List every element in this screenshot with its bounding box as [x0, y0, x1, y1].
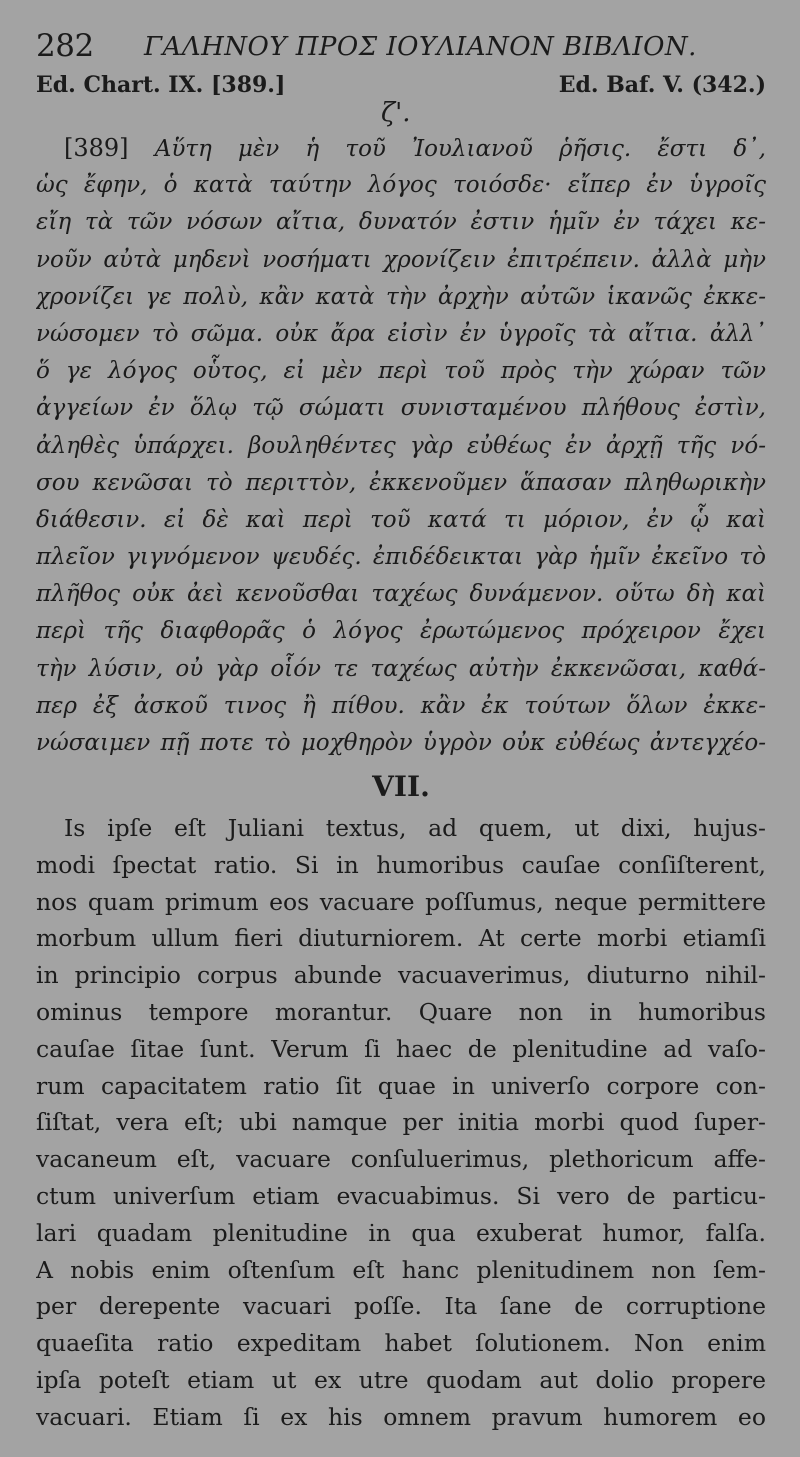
latin-line: per derepente vacuari poſſe. Ita ſane de corruptione	[36, 1292, 766, 1321]
chapter-numeral: VII.	[372, 770, 430, 803]
edition-chart-ref: Ed. Chart. IX. [389.]	[36, 72, 286, 98]
latin-line: modi ſpectat ratio. Si in humoribus cauſae conſiſterent,	[36, 850, 766, 879]
greek-line-text: Αὕτη μὲν ἡ τοῦ Ἰουλιανοῦ ῥῆσις. ἔστι δ᾽,	[154, 136, 766, 162]
greek-line: σου κενῶσαι τὸ περιττὸν, ἐκκενοῦμεν ἅπασαν πληθωρικὴν	[36, 469, 766, 496]
greek-line: πλῆθος οὐκ ἀεὶ κενοῦσθαι ταχέως δυνάμενον. οὕτω δὴ καὶ	[36, 581, 766, 608]
latin-line: ctum univerſum etiam evacuabimus. Si vero de particu-	[36, 1181, 766, 1210]
latin-line: ipſa poteſt etiam ut ex utre quodam aut dolio propere	[36, 1365, 766, 1394]
greek-line: ἀγγείων ἐν ὅλῳ τῷ σώματι συνισταμένου πλήθους ἐστὶν,	[36, 395, 766, 422]
latin-line: vacaneum eſt, vacuare conſuluerimus, plethoricum affe-	[36, 1145, 766, 1174]
latin-line: A nobis enim oſtenſum eſt hanc plenitudinem non ſem-	[36, 1255, 766, 1284]
greek-line: διάθεσιν. εἰ δὲ καὶ περὶ τοῦ κατά τι μόριον, ἐν ᾧ καὶ	[36, 506, 766, 533]
greek-line: εἴη τὰ τῶν νόσων αἴτια, δυνατόν ἐστιν ἡμῖν ἐν τάχει κε-	[36, 209, 766, 236]
latin-line: ſiſtat, vera eſt; ubi namque per initia morbi quod ſuper-	[36, 1108, 766, 1137]
greek-text-block	[36, 130, 766, 762]
section-mark: ζ'.	[381, 98, 411, 128]
latin-line: rum capacitatem ratio ſit quae in univerſo corpore con-	[36, 1071, 766, 1100]
greek-line: ὅ γε λόγος οὗτος, εἰ μὲν περὶ τοῦ πρὸς τὴν χώραν τῶν	[36, 358, 766, 385]
latin-line: morbum ullum fieri diuturniorem. At certe morbi etiamſi	[36, 924, 766, 953]
latin-line: in principio corpus abunde vacuaverimus, diuturno nihil-	[36, 961, 766, 990]
greek-line	[36, 130, 766, 167]
greek-line: τὴν λύσιν, οὐ γὰρ οἷόν τε ταχέως αὐτὴν ἐκκενῶσαι, καθά-	[36, 655, 766, 682]
page-bracket-marker: [389]	[64, 134, 129, 162]
greek-line: ὡς ἔφην, ὁ κατὰ ταύτην λόγος τοιόσδε· εἴπερ ἐν ὑγροῖς	[36, 172, 766, 199]
greek-line: ἀληθὲς ὑπάρχει. βουληθέντες γὰρ εὐθέως ἐν ἀρχῇ τῆς νό-	[36, 432, 766, 459]
latin-line: vacuari. Etiam ſi ex his omnem pravum humorem eo	[36, 1402, 766, 1431]
latin-line: quaeſita ratio expeditam habet ſolutionem. Non enim	[36, 1329, 766, 1358]
edition-basel-ref: Ed. Baf. V. (342.)	[558, 72, 766, 98]
latin-line: Is ipſe eſt Juliani textus, ad quem, ut dixi, hujus-	[64, 814, 766, 842]
page-header	[36, 28, 766, 64]
greek-line: νοῦν αὐτὰ μηδενὶ νοσήματι χρονίζειν ἐπιτρέπειν. ἀλλὰ μὴν	[36, 246, 766, 273]
latin-line: ominus tempore morantur. Quare non in humoribus	[36, 997, 766, 1026]
running-title: ΓΑΛΗΝΟΥ ΠΡΟΣ ΙΟΥΛΙΑΝΟΝ ΒΙΒΛΙΟΝ.	[144, 32, 697, 62]
latin-line: lari quadam plenitudine in qua exuberat humor, falſa.	[36, 1218, 766, 1247]
greek-line: περ ἐξ ἀσκοῦ τινος ἢ πίθου. κἂν ἐκ τούτων ὅλων ἐκκε-	[36, 692, 766, 719]
latin-text-block	[36, 810, 766, 1436]
greek-line: πλεῖον γιγνόμενον ψευδές. ἐπιδέδεικται γὰρ ἡμῖν ἐκεῖνο τὸ	[36, 544, 766, 571]
latin-line: nos quam primum eos vacuare poſſumus, neque permittere	[36, 887, 766, 916]
greek-line: περὶ τῆς διαφθορᾶς ὁ λόγος ἐρωτώμενος πρόχειρον ἔχει	[36, 618, 766, 645]
greek-line: χρονίζει γε πολὺ, κἂν κατὰ τὴν ἀρχὴν αὐτῶν ἱκανῶς ἐκκε-	[36, 283, 766, 310]
latin-line: cauſae ſitae ſunt. Verum ſi haec de plenitudine ad vaſo-	[36, 1034, 766, 1063]
greek-line: νώσαιμεν πῇ ποτε τὸ μοχθηρὸν ὑγρὸν οὐκ εὐθέως ἀντεγχέο-	[36, 730, 766, 756]
page-number: 282	[36, 28, 94, 64]
greek-line: νώσομεν τὸ σῶμα. οὐκ ἄρα εἰσὶν ἐν ὑγροῖς τὰ αἴτια. ἀλλ᾽	[36, 320, 766, 347]
